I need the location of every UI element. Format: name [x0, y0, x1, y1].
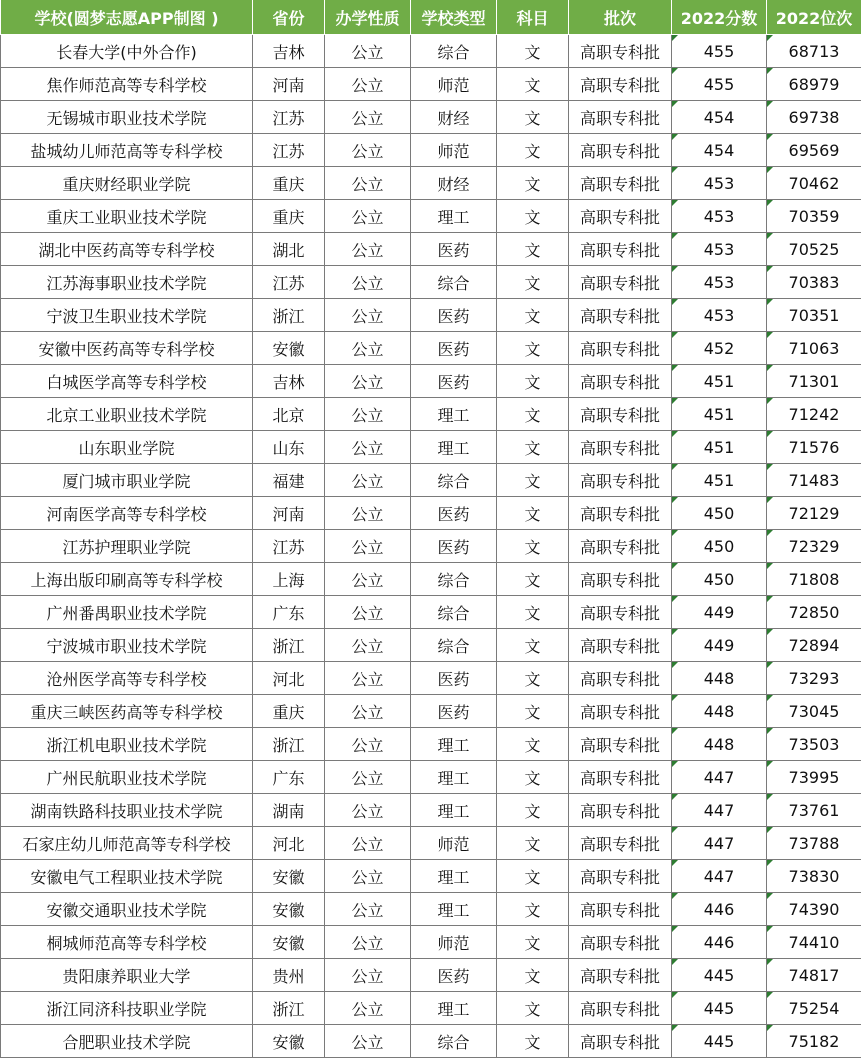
cell-batch: 高职专科批 — [569, 200, 672, 233]
cell-score: 447 — [672, 794, 767, 827]
cell-rank: 73503 — [767, 728, 861, 761]
table-row — [1, 365, 861, 398]
cell-province: 安徽 — [253, 332, 325, 365]
cell-rank: 69738 — [767, 101, 861, 134]
cell-province: 湖北 — [253, 233, 325, 266]
cell-score: 453 — [672, 266, 767, 299]
cell-ownership: 公立 — [325, 530, 411, 563]
cell-rank: 71576 — [767, 431, 861, 464]
cell-ownership: 公立 — [325, 827, 411, 860]
cell-ownership: 公立 — [325, 629, 411, 662]
cell-province: 广东 — [253, 596, 325, 629]
cell-subject: 文 — [497, 431, 569, 464]
table-row — [1, 596, 861, 629]
cell-school: 安徽电气工程职业技术学院 — [1, 860, 253, 893]
cell-school-type: 综合 — [411, 629, 497, 662]
cell-ownership: 公立 — [325, 728, 411, 761]
header-school: 学校(圆梦志愿APP制图 ) — [1, 0, 253, 35]
cell-score: 453 — [672, 233, 767, 266]
cell-school-type: 医药 — [411, 662, 497, 695]
table-row — [1, 266, 861, 299]
cell-school-type: 财经 — [411, 101, 497, 134]
cell-school-type: 综合 — [411, 596, 497, 629]
cell-province: 吉林 — [253, 365, 325, 398]
cell-school-type: 理工 — [411, 860, 497, 893]
cell-score: 445 — [672, 992, 767, 1025]
cell-rank: 72329 — [767, 530, 861, 563]
cell-score: 455 — [672, 35, 767, 68]
cell-score: 447 — [672, 860, 767, 893]
table-row — [1, 167, 861, 200]
cell-score: 446 — [672, 926, 767, 959]
table-row — [1, 530, 861, 563]
header-score: 2022分数 — [672, 0, 767, 35]
cell-ownership: 公立 — [325, 332, 411, 365]
cell-school: 盐城幼儿师范高等专科学校 — [1, 134, 253, 167]
cell-province: 浙江 — [253, 629, 325, 662]
cell-rank: 73788 — [767, 827, 861, 860]
cell-subject: 文 — [497, 695, 569, 728]
table-row — [1, 398, 861, 431]
cell-ownership: 公立 — [325, 695, 411, 728]
cell-subject: 文 — [497, 200, 569, 233]
cell-province: 江苏 — [253, 134, 325, 167]
table-row — [1, 497, 861, 530]
header-province: 省份 — [253, 0, 325, 35]
cell-batch: 高职专科批 — [569, 266, 672, 299]
cell-province: 广东 — [253, 761, 325, 794]
cell-subject: 文 — [497, 662, 569, 695]
cell-batch: 高职专科批 — [569, 827, 672, 860]
table-row — [1, 233, 861, 266]
cell-school: 厦门城市职业学院 — [1, 464, 253, 497]
cell-province: 浙江 — [253, 728, 325, 761]
cell-subject: 文 — [497, 728, 569, 761]
cell-school-type: 医药 — [411, 299, 497, 332]
cell-province: 安徽 — [253, 1025, 325, 1058]
cell-rank: 70383 — [767, 266, 861, 299]
cell-province: 重庆 — [253, 200, 325, 233]
cell-rank: 74817 — [767, 959, 861, 992]
cell-rank: 72894 — [767, 629, 861, 662]
cell-batch: 高职专科批 — [569, 233, 672, 266]
table-row — [1, 827, 861, 860]
cell-ownership: 公立 — [325, 398, 411, 431]
cell-batch: 高职专科批 — [569, 497, 672, 530]
cell-score: 448 — [672, 728, 767, 761]
cell-province: 湖南 — [253, 794, 325, 827]
table-row — [1, 992, 861, 1025]
header-row — [1, 0, 861, 35]
cell-ownership: 公立 — [325, 167, 411, 200]
cell-ownership: 公立 — [325, 464, 411, 497]
cell-subject: 文 — [497, 365, 569, 398]
cell-school: 重庆财经职业学院 — [1, 167, 253, 200]
cell-school: 江苏护理职业学院 — [1, 530, 253, 563]
cell-batch: 高职专科批 — [569, 596, 672, 629]
cell-rank: 69569 — [767, 134, 861, 167]
cell-score: 453 — [672, 200, 767, 233]
cell-score: 449 — [672, 629, 767, 662]
cell-school-type: 财经 — [411, 167, 497, 200]
cell-subject: 文 — [497, 464, 569, 497]
cell-school-type: 理工 — [411, 431, 497, 464]
cell-rank: 71242 — [767, 398, 861, 431]
cell-ownership: 公立 — [325, 365, 411, 398]
cell-school-type: 医药 — [411, 332, 497, 365]
cell-score: 454 — [672, 101, 767, 134]
table-row — [1, 35, 861, 68]
cell-subject: 文 — [497, 299, 569, 332]
table-row — [1, 794, 861, 827]
cell-school: 宁波卫生职业技术学院 — [1, 299, 253, 332]
cell-province: 江苏 — [253, 266, 325, 299]
cell-rank: 73761 — [767, 794, 861, 827]
table-row — [1, 68, 861, 101]
table-row — [1, 563, 861, 596]
cell-school: 广州番禺职业技术学院 — [1, 596, 253, 629]
cell-score: 446 — [672, 893, 767, 926]
cell-school-type: 综合 — [411, 266, 497, 299]
cell-school: 湖南铁路科技职业技术学院 — [1, 794, 253, 827]
cell-province: 安徽 — [253, 860, 325, 893]
cell-province: 江苏 — [253, 101, 325, 134]
cell-rank: 72850 — [767, 596, 861, 629]
cell-ownership: 公立 — [325, 926, 411, 959]
cell-subject: 文 — [497, 860, 569, 893]
cell-batch: 高职专科批 — [569, 860, 672, 893]
cell-subject: 文 — [497, 992, 569, 1025]
cell-school-type: 医药 — [411, 530, 497, 563]
cell-ownership: 公立 — [325, 662, 411, 695]
cell-school: 贵阳康养职业大学 — [1, 959, 253, 992]
cell-school: 安徽交通职业技术学院 — [1, 893, 253, 926]
table-row — [1, 761, 861, 794]
cell-school: 上海出版印刷高等专科学校 — [1, 563, 253, 596]
cell-rank: 73045 — [767, 695, 861, 728]
cell-school: 广州民航职业技术学院 — [1, 761, 253, 794]
cell-school-type: 医药 — [411, 695, 497, 728]
cell-rank: 70525 — [767, 233, 861, 266]
cell-rank: 70462 — [767, 167, 861, 200]
cell-school: 宁波城市职业技术学院 — [1, 629, 253, 662]
cell-rank: 71063 — [767, 332, 861, 365]
cell-score: 453 — [672, 167, 767, 200]
cell-ownership: 公立 — [325, 893, 411, 926]
cell-province: 北京 — [253, 398, 325, 431]
cell-school: 浙江同济科技职业学院 — [1, 992, 253, 1025]
header-ownership: 办学性质 — [325, 0, 411, 35]
cell-school-type: 师范 — [411, 68, 497, 101]
cell-subject: 文 — [497, 596, 569, 629]
header-rank: 2022位次 — [767, 0, 861, 35]
cell-ownership: 公立 — [325, 596, 411, 629]
cell-subject: 文 — [497, 233, 569, 266]
cell-school-type: 综合 — [411, 35, 497, 68]
table-body — [1, 35, 861, 1058]
cell-batch: 高职专科批 — [569, 563, 672, 596]
cell-school: 石家庄幼儿师范高等专科学校 — [1, 827, 253, 860]
cell-rank: 71483 — [767, 464, 861, 497]
cell-subject: 文 — [497, 1025, 569, 1058]
cell-score: 448 — [672, 695, 767, 728]
cell-school-type: 理工 — [411, 893, 497, 926]
cell-school: 浙江机电职业技术学院 — [1, 728, 253, 761]
cell-batch: 高职专科批 — [569, 35, 672, 68]
cell-score: 452 — [672, 332, 767, 365]
cell-school-type: 理工 — [411, 728, 497, 761]
cell-rank: 73830 — [767, 860, 861, 893]
cell-batch: 高职专科批 — [569, 464, 672, 497]
cell-subject: 文 — [497, 893, 569, 926]
cell-province: 安徽 — [253, 926, 325, 959]
cell-score: 454 — [672, 134, 767, 167]
cell-school: 重庆三峡医药高等专科学校 — [1, 695, 253, 728]
cell-subject: 文 — [497, 629, 569, 662]
cell-subject: 文 — [497, 35, 569, 68]
cell-school-type: 综合 — [411, 1025, 497, 1058]
cell-province: 重庆 — [253, 167, 325, 200]
cell-school: 湖北中医药高等专科学校 — [1, 233, 253, 266]
cell-province: 贵州 — [253, 959, 325, 992]
cell-rank: 73995 — [767, 761, 861, 794]
table-row — [1, 1025, 861, 1058]
cell-rank: 71301 — [767, 365, 861, 398]
cell-batch: 高职专科批 — [569, 299, 672, 332]
cell-rank: 74410 — [767, 926, 861, 959]
cell-ownership: 公立 — [325, 233, 411, 266]
cell-ownership: 公立 — [325, 860, 411, 893]
cell-subject: 文 — [497, 101, 569, 134]
cell-school: 河南医学高等专科学校 — [1, 497, 253, 530]
cell-ownership: 公立 — [325, 992, 411, 1025]
cell-subject: 文 — [497, 497, 569, 530]
cell-rank: 74390 — [767, 893, 861, 926]
table-row — [1, 893, 861, 926]
cell-batch: 高职专科批 — [569, 332, 672, 365]
cell-province: 江苏 — [253, 530, 325, 563]
cell-batch: 高职专科批 — [569, 530, 672, 563]
cell-score: 451 — [672, 431, 767, 464]
table-row — [1, 695, 861, 728]
cell-batch: 高职专科批 — [569, 662, 672, 695]
cell-batch: 高职专科批 — [569, 101, 672, 134]
cell-rank: 68979 — [767, 68, 861, 101]
cell-rank: 70359 — [767, 200, 861, 233]
cell-province: 河南 — [253, 497, 325, 530]
cell-school-type: 理工 — [411, 200, 497, 233]
cell-batch: 高职专科批 — [569, 992, 672, 1025]
table-row — [1, 431, 861, 464]
cell-province: 浙江 — [253, 299, 325, 332]
cell-school-type: 医药 — [411, 497, 497, 530]
cell-batch: 高职专科批 — [569, 761, 672, 794]
cell-batch: 高职专科批 — [569, 926, 672, 959]
header-school-type: 学校类型 — [411, 0, 497, 35]
cell-school-type: 师范 — [411, 134, 497, 167]
cell-batch: 高职专科批 — [569, 365, 672, 398]
cell-province: 河南 — [253, 68, 325, 101]
cell-ownership: 公立 — [325, 35, 411, 68]
header-subject: 科目 — [497, 0, 569, 35]
cell-school: 合肥职业技术学院 — [1, 1025, 253, 1058]
cell-school: 沧州医学高等专科学校 — [1, 662, 253, 695]
cell-score: 447 — [672, 761, 767, 794]
cell-subject: 文 — [497, 398, 569, 431]
cell-batch: 高职专科批 — [569, 1025, 672, 1058]
table-row — [1, 662, 861, 695]
cell-subject: 文 — [497, 761, 569, 794]
cell-batch: 高职专科批 — [569, 167, 672, 200]
cell-subject: 文 — [497, 959, 569, 992]
cell-ownership: 公立 — [325, 761, 411, 794]
cell-school-type: 医药 — [411, 365, 497, 398]
cell-ownership: 公立 — [325, 794, 411, 827]
cell-rank: 73293 — [767, 662, 861, 695]
cell-province: 山东 — [253, 431, 325, 464]
cell-ownership: 公立 — [325, 101, 411, 134]
table-row — [1, 860, 861, 893]
cell-ownership: 公立 — [325, 497, 411, 530]
cell-subject: 文 — [497, 827, 569, 860]
cell-score: 445 — [672, 1025, 767, 1058]
table-row — [1, 629, 861, 662]
cell-province: 河北 — [253, 662, 325, 695]
cell-score: 450 — [672, 497, 767, 530]
cell-ownership: 公立 — [325, 134, 411, 167]
table-row — [1, 299, 861, 332]
cell-rank: 70351 — [767, 299, 861, 332]
cell-batch: 高职专科批 — [569, 794, 672, 827]
cell-subject: 文 — [497, 167, 569, 200]
table-row — [1, 134, 861, 167]
cell-score: 453 — [672, 299, 767, 332]
cell-rank: 75182 — [767, 1025, 861, 1058]
cell-school-type: 理工 — [411, 794, 497, 827]
cell-province: 吉林 — [253, 35, 325, 68]
cell-school: 安徽中医药高等专科学校 — [1, 332, 253, 365]
cell-ownership: 公立 — [325, 266, 411, 299]
cell-batch: 高职专科批 — [569, 893, 672, 926]
header-batch: 批次 — [569, 0, 672, 35]
cell-subject: 文 — [497, 530, 569, 563]
table-row — [1, 101, 861, 134]
cell-batch: 高职专科批 — [569, 695, 672, 728]
table-row — [1, 959, 861, 992]
cell-subject: 文 — [497, 266, 569, 299]
cell-school-type: 医药 — [411, 959, 497, 992]
cell-school-type: 理工 — [411, 992, 497, 1025]
cell-province: 上海 — [253, 563, 325, 596]
cell-school-type: 综合 — [411, 464, 497, 497]
cell-ownership: 公立 — [325, 68, 411, 101]
cell-score: 447 — [672, 827, 767, 860]
table-row — [1, 200, 861, 233]
cell-rank: 75254 — [767, 992, 861, 1025]
table-row — [1, 728, 861, 761]
cell-province: 浙江 — [253, 992, 325, 1025]
cell-score: 455 — [672, 68, 767, 101]
cell-school-type: 综合 — [411, 563, 497, 596]
cell-ownership: 公立 — [325, 563, 411, 596]
cell-subject: 文 — [497, 563, 569, 596]
cell-school: 白城医学高等专科学校 — [1, 365, 253, 398]
cell-batch: 高职专科批 — [569, 431, 672, 464]
cell-province: 安徽 — [253, 893, 325, 926]
cell-rank: 68713 — [767, 35, 861, 68]
cell-school-type: 师范 — [411, 926, 497, 959]
cell-school-type: 理工 — [411, 761, 497, 794]
cell-school: 桐城师范高等专科学校 — [1, 926, 253, 959]
cell-batch: 高职专科批 — [569, 68, 672, 101]
cell-school: 重庆工业职业技术学院 — [1, 200, 253, 233]
cell-score: 450 — [672, 563, 767, 596]
cell-score: 448 — [672, 662, 767, 695]
cell-school: 江苏海事职业技术学院 — [1, 266, 253, 299]
cell-score: 449 — [672, 596, 767, 629]
cell-score: 445 — [672, 959, 767, 992]
cell-province: 河北 — [253, 827, 325, 860]
cell-school: 焦作师范高等专科学校 — [1, 68, 253, 101]
table-row — [1, 926, 861, 959]
cell-subject: 文 — [497, 794, 569, 827]
cell-score: 451 — [672, 464, 767, 497]
cell-province: 重庆 — [253, 695, 325, 728]
cell-school-type: 理工 — [411, 398, 497, 431]
cell-subject: 文 — [497, 332, 569, 365]
cell-score: 450 — [672, 530, 767, 563]
cell-batch: 高职专科批 — [569, 959, 672, 992]
cell-score: 451 — [672, 365, 767, 398]
cell-school: 山东职业学院 — [1, 431, 253, 464]
cell-ownership: 公立 — [325, 431, 411, 464]
cell-batch: 高职专科批 — [569, 134, 672, 167]
cell-batch: 高职专科批 — [569, 629, 672, 662]
cell-subject: 文 — [497, 68, 569, 101]
cell-rank: 71808 — [767, 563, 861, 596]
cell-ownership: 公立 — [325, 1025, 411, 1058]
table-row — [1, 332, 861, 365]
cell-batch: 高职专科批 — [569, 728, 672, 761]
cell-score: 451 — [672, 398, 767, 431]
cell-school: 长春大学(中外合作) — [1, 35, 253, 68]
cell-batch: 高职专科批 — [569, 398, 672, 431]
table-row — [1, 464, 861, 497]
cell-ownership: 公立 — [325, 299, 411, 332]
cell-subject: 文 — [497, 926, 569, 959]
cell-school: 无锡城市职业技术学院 — [1, 101, 253, 134]
cell-school: 北京工业职业技术学院 — [1, 398, 253, 431]
cell-school-type: 医药 — [411, 233, 497, 266]
cell-school-type: 师范 — [411, 827, 497, 860]
cell-ownership: 公立 — [325, 200, 411, 233]
cell-ownership: 公立 — [325, 959, 411, 992]
cell-rank: 72129 — [767, 497, 861, 530]
cell-subject: 文 — [497, 134, 569, 167]
cell-province: 福建 — [253, 464, 325, 497]
